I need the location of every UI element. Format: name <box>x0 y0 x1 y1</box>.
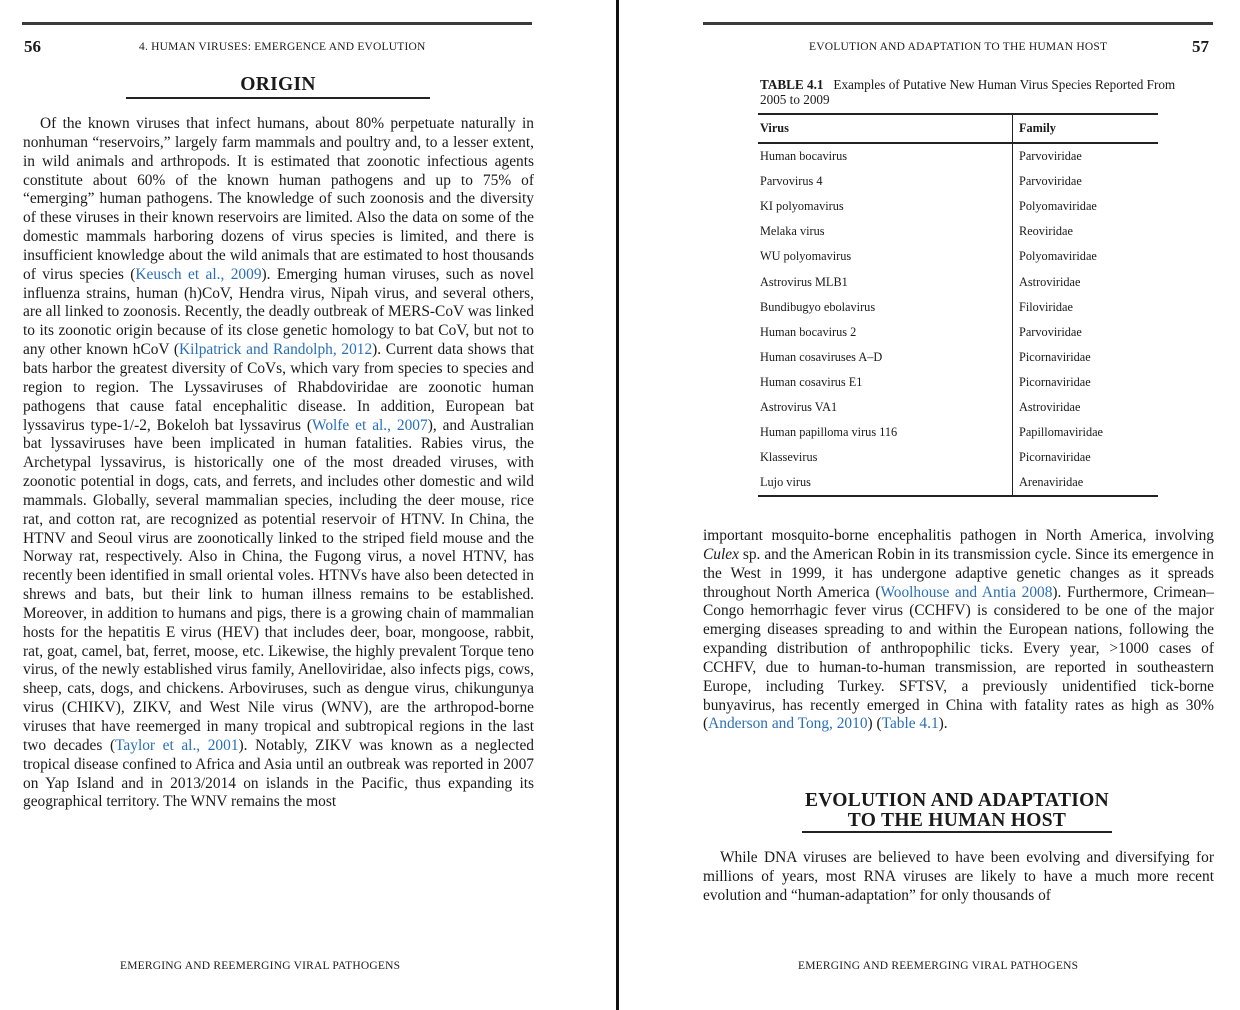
cell-family: Picornaviridae <box>1019 349 1091 364</box>
table-row <box>758 445 1158 470</box>
section-heading-evolution <box>802 791 1112 831</box>
paragraph: Of the known viruses that infect humans, about 80% perpetuate naturally in nonhuman “reservoirs,” largely farm mammals and poultry and, to a lesser extent, in wild animals and arthropods. It is estimated that zoonotic infectious agents constitute about 60% of the known human pathogens and up to 75% of “emerging” human pathogens. The knowledge of such zoonosis and the diversity of these viruses in their known reservoirs are limited. Also the data on some of the domestic mammals harboring dozens of virus species is limited, and there is insufficient knowledge about the wild animals that are estimated to host thousands of virus species (Keusch et al., 2009). Emerging human viruses, such as novel influenza strains, human (h)CoV, Hendra virus, Nipah virus, and several others, are all linked to zoonosis. Recently, the deadly outbreak of MERS-CoV was linked to its zoonotic origin because of its close genetic homology to bat CoV, but not to any other known hCoV (Kilpatrick and Randolph, 2012). Current data shows that bats harbor the greatest diversity of CoVs, which vary from species to species and region to region. The Lyssaviruses of Rhabdoviridae are zoonotic human pathogens that cause fatal encephalitic disease. In addition, European bat lyssavirus type-1/-2, Bokeloh bat lyssavirus (Wolfe et al., 2007), and Australian bat lyssaviruses have been implicated in human fatalities. Rabies virus, the Archetypal lyssavirus, is historically one of the most dreaded viruses, with zoonotic potential in dogs, cats, and ferrets, and includes other domestic and wild mammals. Globally, several mammalian species, including the deer mouse, rice rat, and cotton rat, are recognized as potential reservoir of HTNV. In China, the HTNV and Seoul virus are zoonotically linked to the striped field mouse and the Norway rat, respectively. Also in China, the Fugong virus, a novel HTNV, has recently been identified in small oriental voles. HTNVs have also been detected in shrews and bats, but their link to human illness remains to be established. Moreover, in addition to humans and pigs, there is a growing chain of mammalian hosts for the hepatitis E virus (HEV) that includes deer, boar, mongoose, rabbit, rat, goat, camel, bat, ferret, moose, etc. Likewise, the highly prevalent Torque teno virus, of the newly established virus family, Anelloviridae, also infects pigs, cows, sheep, cats, dogs, and chickens. Arboviruses, such as dengue virus, chikungunya virus (CHIKV), ZIKV, and West Nile virus (WNV), are the arthropod-borne viruses that have reemerged in many tropical and subtropical regions in the last two decades (Taylor et al., 2001). Notably, ZIKV was known as a neglected tropical disease confined to Africa and Asia until an outbreak was reported in 2007 on Yap Island and in 2013/2014 on islands in the Pacific, thus expanding its geographical territory. The WNV remains the most <box>23 115 535 811</box>
header-rule <box>22 22 532 25</box>
column-header-virus: Virus <box>758 114 1013 143</box>
cell-virus: Klassevirus <box>758 445 1013 470</box>
table-label: TABLE 4.1 <box>760 77 824 92</box>
page-divider <box>616 0 619 1010</box>
virus-table <box>758 113 1158 497</box>
cell-virus: Lujo virus <box>758 470 1013 496</box>
left-page <box>0 0 615 1010</box>
cell-virus: Parvovirus 4 <box>758 169 1013 194</box>
section-heading-rule <box>126 97 430 99</box>
right-page <box>622 0 1240 1010</box>
table-caption-text: Examples of Putative New Human Virus Species Reported From 2005 to 2009 <box>760 77 1176 107</box>
cell-family: Papillomaviridae <box>1019 425 1104 440</box>
table-row <box>758 320 1158 345</box>
cell-virus: Human bocavirus 2 <box>758 320 1013 345</box>
evolution-body-text <box>703 849 1214 906</box>
table-row <box>758 269 1158 294</box>
cell-virus: Human cosavirus E1 <box>758 370 1013 395</box>
table-row <box>758 295 1158 320</box>
cell-virus: Human cosaviruses A–D <box>758 345 1013 370</box>
section-heading-line: EVOLUTION AND ADAPTATION <box>804 790 1110 811</box>
cell-virus: WU polyomavirus <box>758 244 1013 269</box>
table-header-row <box>758 114 1158 143</box>
table-row <box>758 395 1158 420</box>
cell-family: Polyomaviridae <box>1019 199 1097 214</box>
cell-virus: Astrovirus MLB1 <box>758 269 1013 294</box>
cell-virus: Astrovirus VA1 <box>758 395 1013 420</box>
cell-virus: Bundibugyo ebolavirus <box>758 295 1013 320</box>
table-row <box>758 370 1158 395</box>
citation-link[interactable]: Taylor et al., 2001 <box>115 736 239 754</box>
table-row <box>758 420 1158 445</box>
cell-virus: Melaka virus <box>758 219 1013 244</box>
column-header-family: Family <box>1019 121 1056 135</box>
table-row <box>758 470 1158 496</box>
table-row <box>758 194 1158 219</box>
section-heading-origin: ORIGIN <box>240 74 316 95</box>
cell-virus: KI polyomavirus <box>758 194 1013 219</box>
table-row <box>758 219 1158 244</box>
cell-virus: Human bocavirus <box>758 143 1013 169</box>
cell-family: Filoviridae <box>1019 299 1073 314</box>
section-heading-rule <box>802 831 1112 833</box>
page-number: 57 <box>1192 37 1209 56</box>
citation-link[interactable]: Wolfe et al., 2007 <box>312 416 428 434</box>
cell-family: Astroviridae <box>1019 274 1081 289</box>
cell-family: Polyomaviridae <box>1019 249 1097 264</box>
table-caption <box>760 77 1180 107</box>
paragraph: While DNA viruses are believed to have been evolving and diversifying for millions of years, most RNA viruses are likely to have a much more recent evolution and “human-adaptation” for only thousands of <box>703 849 1214 904</box>
cell-family: Picornaviridae <box>1019 374 1091 389</box>
citation-link[interactable]: Woolhouse and Antia 2008 <box>880 583 1053 601</box>
origin-body-text <box>23 115 534 812</box>
cell-family: Parvoviridae <box>1019 324 1082 339</box>
cell-family: Arenaviridae <box>1019 475 1084 490</box>
cell-family: Picornaviridae <box>1019 450 1091 465</box>
citation-link[interactable]: Kilpatrick and Randolph, 2012 <box>179 341 373 359</box>
cell-family: Reoviridae <box>1019 224 1073 239</box>
cell-virus: Human papilloma virus 116 <box>758 420 1013 445</box>
running-head: EVOLUTION AND ADAPTATION TO THE HUMAN HOST <box>809 41 1108 53</box>
table-row <box>758 143 1158 169</box>
header-rule <box>703 22 1213 25</box>
running-head: 4. HUMAN VIRUSES: EMERGENCE AND EVOLUTION <box>139 41 426 53</box>
cell-family: Parvoviridae <box>1019 174 1082 189</box>
cell-family: Astroviridae <box>1019 399 1081 414</box>
table-row <box>758 169 1158 194</box>
table-row <box>758 345 1158 370</box>
citation-link[interactable]: Keusch et al., 2009 <box>135 265 262 283</box>
table-row <box>758 244 1158 269</box>
page-number: 56 <box>24 37 41 56</box>
page-footer: EMERGING AND REEMERGING VIRAL PATHOGENS <box>120 960 401 972</box>
continued-body-text <box>703 527 1214 734</box>
cell-family: Parvoviridae <box>1019 149 1082 164</box>
section-heading-line: TO THE HUMAN HOST <box>847 810 1067 831</box>
paragraph: important mosquito-borne encephalitis pathogen in North America, involving Culex sp. and the American Robin in its transmission cycle. Since its emergence in the West in 1999, it has undergone adaptive genetic changes as it spreads throughout North America (Woolhouse and Antia 2008). Furthermore, Crimean–Congo hemorrhagic fever virus (CCHFV) is considered to be one of the major emerging diseases spreading to and within the European nations, following the expanding distribution of anthropophilic ticks. Every year, >1000 cases of CCHFV, due to human-to-human transmission, are reported in southeastern Europe, including Turkey. SFTSV, a previously unidentified tick-borne bunyavirus, has recently emerged in China with fatality rates as high as 30% (Anderson and Tong, 2010) (Table 4.1). <box>703 527 1215 733</box>
page-footer: EMERGING AND REEMERGING VIRAL PATHOGENS <box>798 960 1079 972</box>
citation-link[interactable]: Anderson and Tong, 2010 <box>708 715 868 733</box>
table-reference-link[interactable]: Table 4.1 <box>881 715 939 733</box>
